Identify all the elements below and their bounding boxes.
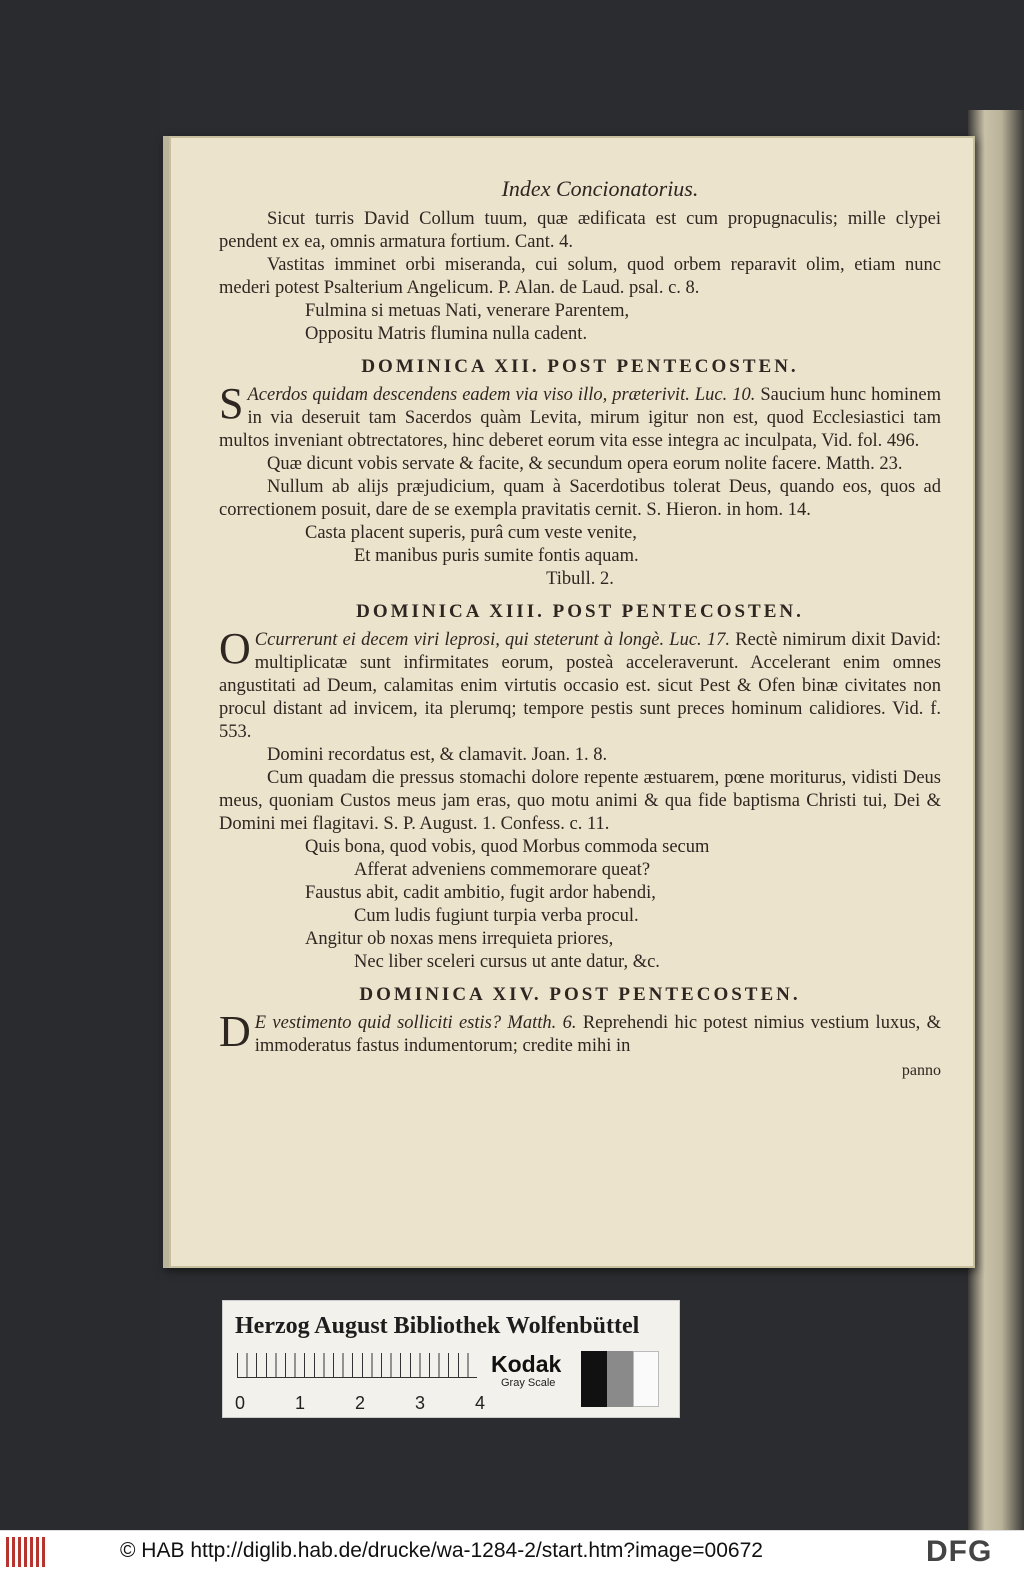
- ruler-number: 2: [354, 1393, 365, 1413]
- paragraph: Vastitas imminet orbi miseranda, cui solum, quod orbem reparavit olim, etiam nunc mederi potest Psalterium Angelicum. P. Alan. de Laud. psal. c. 8.: [219, 255, 941, 298]
- ruler-numbers: [235, 1393, 485, 1414]
- body-text: Rectè nimirum dixit David: multiplicatæ sunt infirmitates eorum, posteà acceleraverunt. Accelerant enim omnes angustitati ad Deum, calamitas enim virtutis occasio est. sicut Pest & Ofen binæ civitates non procul distant ad invicem, ita plerumq; tempore pestis sunt preces hominum calidiores. Vid. f. 553.: [219, 630, 941, 742]
- ruler-number: 4: [474, 1393, 485, 1413]
- drop-cap: O: [219, 624, 251, 673]
- ruler-number: 0: [235, 1393, 246, 1413]
- footer-bar: [0, 1530, 1024, 1583]
- section-lead-paragraph: [219, 624, 941, 744]
- section-heading: DOMINICA XIV. POST PENTECOSTEN.: [359, 984, 801, 1005]
- running-head: Index Concionatorius.: [501, 176, 699, 201]
- paragraph: Cum quadam die pressus stomachi dolore repente æstuarem, pœne moriturus, vidisti Deus meus, quoniam Custos meus jam eras, quo motu animi & qua fide baptisma Christi tui, Dei & Domini mei flagitavi. S. P. August. 1. Confess. c. 11.: [219, 768, 941, 834]
- section-heading: DOMINICA XIII. POST PENTECOSTEN.: [356, 601, 804, 622]
- section-heading: DOMINICA XII. POST PENTECOSTEN.: [361, 356, 799, 377]
- color-calibration-card: [222, 1300, 680, 1418]
- book-page: [163, 136, 975, 1268]
- paragraph: Quæ dicunt vobis servate & facite, & secundum opera eorum nolite facere. Matth. 23.: [267, 454, 903, 474]
- footer-url[interactable]: © HAB http://diglib.hab.de/drucke/wa-1284-2/start.htm?image=00672: [120, 1539, 763, 1562]
- barcode-icon: [6, 1537, 48, 1567]
- ruler-scale: [237, 1353, 477, 1378]
- gray-scale-label: Gray Scale: [501, 1377, 556, 1389]
- paragraph: Nullum ab alijs præjudicium, quam à Sacerdotibus tolerat Deus, quando eos, quos ad correctionem posuit, dare de se exempla pravitatis cernit. S. Hieron. in hom. 14.: [219, 477, 941, 520]
- lead-text: Acerdos quidam descendens eadem via viso illo, præterivit. Luc. 10.: [247, 385, 756, 405]
- paragraph: Sicut turris David Collum tuum, quæ ædificata est cum propugnaculis; mille clypei pendent ex ea, omnis armatura fortium. Cant. 4.: [219, 209, 941, 252]
- verse-source: Tibull. 2.: [546, 569, 614, 589]
- verse-line: Casta placent superis, purâ cum veste venite,: [305, 523, 637, 543]
- drop-cap: S: [219, 379, 244, 428]
- verse-line: Fulmina si metuas Nati, venerare Parentem,: [305, 301, 630, 321]
- verse-line: Cum ludis fugiunt turpia verba procul.: [354, 906, 639, 926]
- ruler-number: 3: [414, 1393, 425, 1413]
- verse-line: Faustus abit, cadit ambitio, fugit ardor habendi,: [305, 883, 656, 903]
- black-swatch: [581, 1351, 607, 1407]
- dfg-logo: DFG: [926, 1535, 993, 1568]
- book-edge: [968, 110, 1024, 1530]
- verse-line: Quis bona, quod vobis, quod Morbus commoda secum: [305, 837, 710, 857]
- lead-text: Ccurrerunt ei decem viri leprosi, qui steterunt à longè. Luc. 17.: [254, 630, 731, 650]
- verse-line: Oppositu Matris flumina nulla cadent.: [305, 324, 588, 344]
- page-content: [219, 176, 941, 1080]
- body-text: Saucium hunc hominem in via deseruit tam Sacerdos quàm Levita, mirum igitur non est, quod Ecclesiastici tam multos inveniant obtrectatores, hinc deberet eorum vita esse integra ac inculpata, Vid. fol. 496.: [219, 385, 941, 451]
- drop-cap: D: [219, 1007, 251, 1056]
- paragraph: Domini recordatus est, & clamavit. Joan. 1. 8.: [267, 745, 608, 765]
- section-lead-paragraph: [219, 1007, 942, 1058]
- verse-line: Angitur ob noxas mens irrequieta priores,: [305, 929, 614, 949]
- verse-line: Et manibus puris sumite fontis aquam.: [354, 546, 639, 566]
- verse-line: Nec liber sceleri cursus ut ante datur, &c.: [354, 952, 660, 972]
- ruler-number: 1: [294, 1393, 305, 1413]
- kodak-logo: Kodak: [491, 1351, 562, 1377]
- lead-text: E vestimento quid solliciti estis? Matth. 6.: [254, 1013, 577, 1033]
- section-lead-paragraph: [219, 379, 941, 453]
- verse-line: Afferat adveniens commemorare queat?: [354, 860, 651, 880]
- library-name: Herzog August Bibliothek Wolfenbüttel: [235, 1313, 640, 1339]
- gray-swatch: [607, 1351, 633, 1407]
- catchword: panno: [901, 1062, 941, 1079]
- scanner-background: [0, 0, 160, 1540]
- white-swatch: [633, 1351, 659, 1407]
- body-text: Reprehendi hic potest nimius vestium luxus, & immoderatus fastus indumentorum; credite mihi in: [254, 1013, 942, 1056]
